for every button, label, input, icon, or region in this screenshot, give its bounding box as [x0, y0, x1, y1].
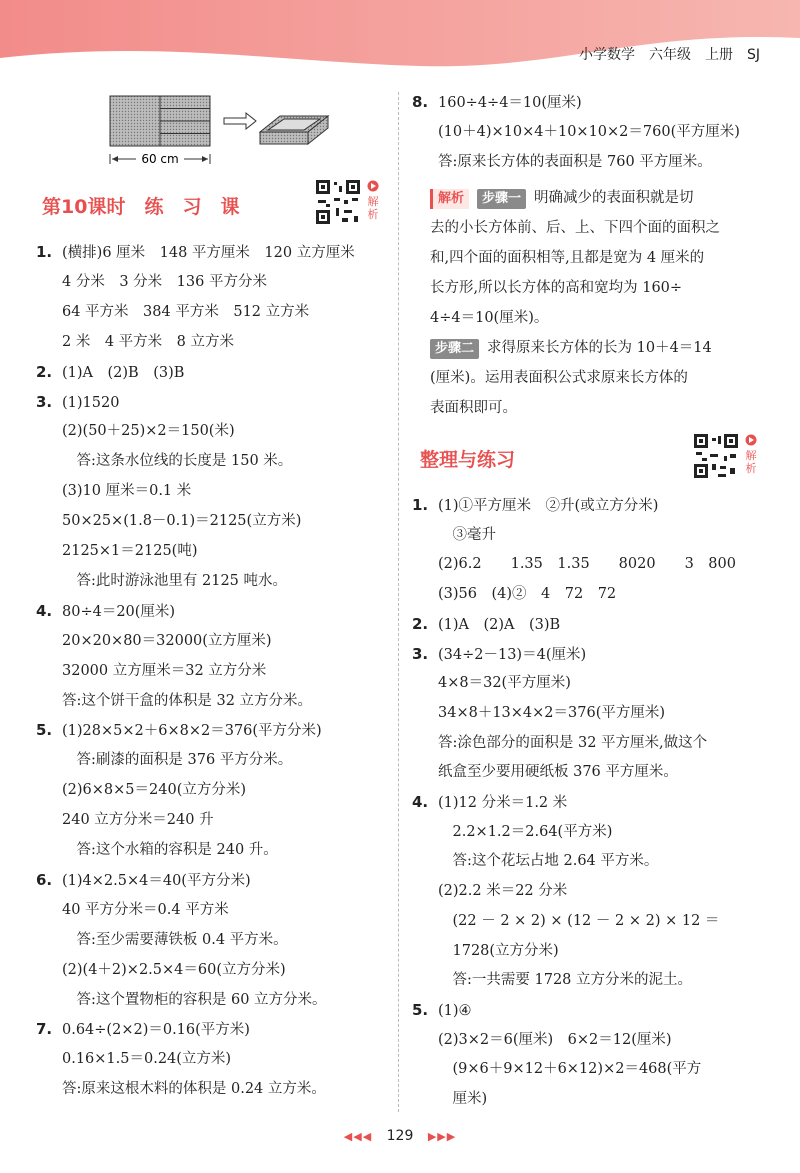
analysis-text-line: 去的小长方体前、后、上、下四个面的面积之 [430, 220, 720, 236]
answer-line [412, 733, 707, 753]
column-divider [398, 92, 399, 1112]
answer-line [412, 614, 560, 635]
next-arrows-icon: ▶▶▶ [427, 1130, 457, 1143]
step2-line-1 [430, 338, 712, 359]
answer-line [36, 691, 312, 711]
answer-line [36, 990, 327, 1010]
header-banner [0, 0, 800, 80]
answer-text: (2)6.2 1.35 1.35 8020 3 800 [438, 556, 736, 573]
answer-text: (2)3×2＝6(厘米) 6×2＝12(厘米) [438, 1031, 672, 1048]
question-number: 1. [36, 243, 53, 261]
answer-text: 240 立方分米＝240 升 [62, 812, 214, 829]
answer-line [412, 941, 559, 961]
page-footer [0, 1128, 800, 1144]
answer-text: 0.64÷(2×2)＝0.16(平方米) [62, 1022, 250, 1039]
answer-line [36, 481, 191, 501]
answer-line [36, 511, 301, 531]
answer-text: 答:这个置物柜的容积是 60 立方分米。 [62, 991, 327, 1008]
answer-text: 2.2×1.2＝2.64(平方米) [438, 823, 613, 840]
analysis-line-1 [430, 188, 694, 209]
answer-text: (1)A (2)B (3)B [62, 364, 185, 381]
question-number: 1. [412, 496, 429, 514]
cuboid-figure [100, 92, 340, 170]
answer-text: (9×6＋9×12＋6×12)×2＝468(平方 [438, 1061, 702, 1078]
answer-line [36, 571, 287, 591]
answer-text: 1728(立方分米) [438, 942, 559, 959]
answer-text: 答:这条水位线的长度是 150 米。 [62, 453, 293, 470]
analysis-text-line: 表面积即可。 [430, 400, 517, 416]
answer-text: 答:至少需要薄铁板 0.4 平方米。 [62, 931, 288, 948]
answer-text: 纸盒至少要用硬纸板 376 平方厘米。 [438, 764, 678, 781]
question-number: 7. [36, 1020, 53, 1039]
answer-text: 答:这个饼干盒的体积是 32 立方分米。 [62, 692, 313, 709]
answer-text: 厘米) [438, 1091, 488, 1107]
answer-line [412, 495, 658, 516]
answer-line [412, 970, 692, 990]
answer-text: 64 平方米 384 平方米 512 立方米 [62, 303, 310, 320]
answer-text: 4 分米 3 分米 136 平方分米 [62, 273, 267, 290]
question-number: 5. [36, 721, 53, 740]
answer-text: (3)56 (4)② 4 72 72 [438, 586, 617, 603]
answer-text: 2 米 4 平方米 8 立方米 [62, 333, 235, 350]
analysis-text-line: 和,四个面的面积相等,且都是宽为 4 厘米的 [430, 250, 705, 266]
answer-line [36, 272, 267, 292]
answer-line [412, 525, 496, 545]
answer-text: (34÷2－13)＝4(厘米) [438, 646, 587, 663]
answer-line [36, 840, 278, 860]
answer-text: 答:这个花坛占地 2.64 平方米。 [438, 853, 659, 870]
answer-line [36, 541, 198, 561]
answer-text: (2)(4＋2)×2.5×4＝60(立方分米) [62, 961, 286, 978]
question-number: 2. [412, 614, 429, 633]
answer-line [36, 780, 246, 800]
answer-line [412, 673, 571, 693]
answer-line [36, 332, 234, 352]
answer-text: (1)28×5×2＋6×8×2＝376(平方分米) [62, 723, 322, 740]
book-info: 小学数学 六年级 上册 SJ [578, 47, 760, 63]
answer-line [412, 644, 586, 665]
answer-text: 32000 立方厘米＝32 立方分米 [62, 662, 267, 679]
answer-line [412, 92, 582, 113]
answer-line [36, 661, 266, 681]
answer-line [36, 930, 288, 950]
answer-line [412, 1000, 472, 1021]
answer-line [412, 152, 712, 172]
question-number: 3. [36, 392, 53, 411]
question-number: 4. [412, 793, 429, 811]
answer-line [36, 720, 322, 741]
answer-line [36, 870, 251, 891]
answer-line [412, 1089, 487, 1109]
play-icon-2 [745, 434, 757, 446]
answer-text: 答:此时游泳池里有 2125 吨水。 [62, 572, 288, 589]
answer-line [412, 1030, 672, 1050]
answer-text: 2125×1＝2125(吨) [62, 543, 198, 559]
answer-text: 0.16×1.5＝0.24(立方米) [62, 1051, 232, 1068]
answer-text: 答:刷漆的面积是 376 平方分米。 [62, 752, 293, 769]
qr-code-icon-2[interactable] [692, 432, 740, 480]
answer-line [36, 810, 214, 830]
answer-text: (1)④ [438, 1002, 472, 1019]
step1-text: 明确减少的表面积就是切 [534, 190, 694, 206]
answer-text: 160÷4÷4＝10(厘米) [438, 95, 582, 111]
answer-line [412, 881, 567, 901]
answer-line [36, 900, 229, 920]
answer-line [36, 242, 355, 263]
step2-text: 求得原来长方体的长为 10＋4＝14 [487, 340, 712, 356]
answer-line [36, 631, 272, 651]
answer-text: ③毫升 [438, 526, 496, 543]
answer-text: 答:原来这根木料的体积是 0.24 立方米。 [62, 1081, 326, 1098]
answer-line [36, 750, 292, 770]
answer-text: (1)4×2.5×4＝40(平方分米) [62, 872, 251, 889]
analysis-text-line: 长方形,所以长方体的高和宽均为 160÷ [430, 280, 683, 296]
dimension-label: 60 cm [141, 152, 179, 166]
answer-line [36, 960, 286, 980]
answer-line [36, 1079, 326, 1099]
answer-text: 答:一共需要 1728 立方分米的泥土。 [438, 972, 693, 989]
answer-line [36, 362, 184, 383]
answer-text: 50×25×(1.8－0.1)＝2125(立方米) [62, 513, 302, 530]
answer-line [36, 451, 292, 471]
play-icon [367, 180, 379, 192]
answer-text: 答:涂色部分的面积是 32 平方厘米,做这个 [438, 734, 708, 751]
answer-line [36, 1019, 250, 1040]
answer-line [36, 421, 235, 441]
answer-line [412, 762, 678, 782]
answer-text: 答:这个水箱的容积是 240 升。 [62, 842, 278, 858]
answer-text: (3)10 厘米＝0.1 米 [62, 483, 192, 500]
answer-line [412, 792, 567, 813]
page-number: 129 [386, 1128, 414, 1144]
qr-caption-2: 解析 [745, 449, 757, 475]
analysis-tag: 解析 [430, 189, 469, 209]
answer-line [412, 584, 616, 604]
answer-text: 20×20×80＝32000(立方厘米) [62, 632, 272, 649]
answer-text: 答:原来长方体的表面积是 760 平方厘米。 [438, 154, 712, 170]
question-number: 5. [412, 1000, 429, 1019]
question-number: 3. [412, 644, 429, 663]
answer-text: (22 － 2 × 2) × (12 － 2 × 2) × 12 ＝ [438, 912, 720, 929]
answer-line [412, 554, 736, 574]
answer-line [412, 703, 665, 723]
answer-line [36, 1049, 231, 1069]
answer-text: (横排)6 厘米 148 平方厘米 120 立方厘米 [62, 245, 355, 261]
answer-line [36, 302, 309, 322]
prev-arrows-icon: ◀◀◀ [343, 1130, 373, 1143]
answer-line [36, 601, 175, 622]
answer-line [36, 392, 119, 413]
answer-text: (1)①平方厘米 ②升(或立方分米) [438, 498, 659, 514]
lesson-title: 第10课时 练 习 课 [42, 196, 240, 218]
question-number: 2. [36, 362, 53, 381]
answer-text: (2)6×8×5＝240(立方分米) [62, 782, 247, 799]
analysis-text-line: (厘米)。运用表面积公式求原来长方体的 [430, 370, 688, 386]
review-title: 整理与练习 [420, 449, 516, 471]
step1-tag: 步骤一 [477, 189, 526, 209]
answer-text: (2)2.2 米＝22 分米 [438, 883, 568, 900]
answer-text: 40 平方分米＝0.4 平方米 [62, 901, 229, 918]
step2-tag: 步骤二 [430, 339, 479, 359]
question-number: 8. [412, 93, 429, 111]
answer-line [412, 122, 740, 142]
answer-text: (1)A (2)A (3)B [438, 616, 561, 633]
answer-text: 80÷4＝20(厘米) [62, 603, 176, 620]
question-number: 4. [36, 601, 53, 620]
answer-text: (1)1520 [62, 394, 120, 411]
answer-text: 4×8＝32(平方厘米) [438, 675, 571, 692]
answer-text: 34×8＋13×4×2＝376(平方厘米) [438, 704, 666, 721]
answer-line [412, 822, 612, 842]
answer-text: (1)12 分米＝1.2 米 [438, 795, 568, 811]
answer-text: (2)(50＋25)×2＝150(米) [62, 423, 235, 440]
qr-code-icon[interactable] [314, 178, 362, 226]
analysis-text-line: 4÷4＝10(厘米)。 [430, 310, 549, 326]
question-number: 6. [36, 870, 53, 889]
answer-line [412, 851, 658, 871]
answer-line [412, 1059, 701, 1079]
qr-caption: 解析 [367, 195, 379, 221]
answer-line [412, 911, 719, 931]
answer-text: (10＋4)×10×4＋10×10×2＝760(平方厘米) [438, 124, 740, 140]
